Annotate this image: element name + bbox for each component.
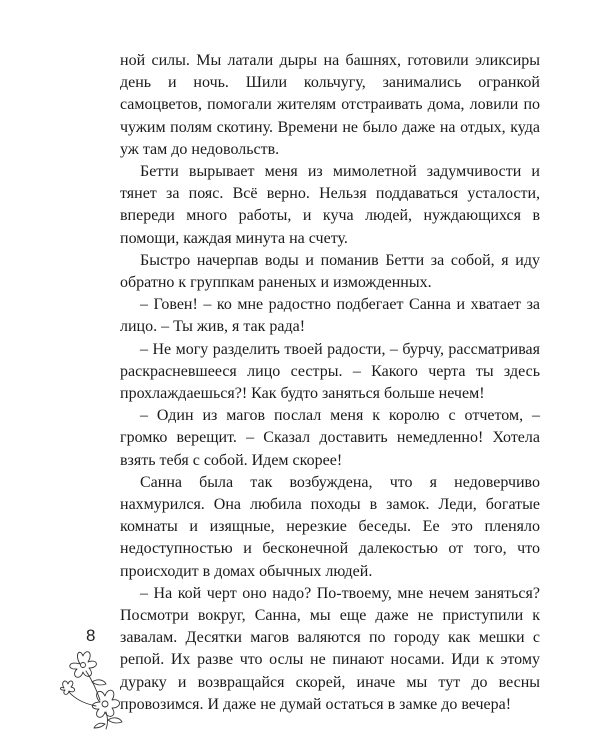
paragraph: – Не могу разделить твоей радости, – бурчу, рассматривая раскрасневшееся лицо сестры. – Какого черта ты здесь прохлаждаешься?! Как будто заняться больше нечем! [120,340,540,403]
paragraph: – Говен! – ко мне радостно подбегает Санна и хватает за лицо. – Ты жив, я так рада! [120,296,540,336]
page-number: 8 [86,626,96,645]
paragraph: – Один из магов послал меня к королю с отчетом, – громко верещит. – Сказал доставить немедленно! Хотела взять тебя с собой. Идем скорее! [120,407,540,469]
paragraph: Быстро начерпав воды и поманив Бетти за собой, я иду обратно к группкам раненых и изможденных. [120,251,540,292]
floral-ornament-icon [56,644,126,730]
paragraph: Бетти вырывает меня из мимолетной задумчивости и тянет за пояс. Всё верно. Нельзя поддаваться усталости, впереди много работы, и куча людей, нуждающихся в помощи, каждая минута на счету. [120,163,540,247]
paragraph: ной силы. Мы латали дыры на башнях, готовили эликсиры день и ночь. Шили кольчугу, занимались огранкой самоцветов, помогали жителям отстраивать дома, ловили по чужим полям скотину. Времени не было даже на отдых, куда уж там до недовольств. [120,52,540,158]
paragraph: Санна была так возбуждена, что я недоверчиво нахмурился. Она любила походы в замок. Леди, богатые комнаты и изящные, нерезкие беседы. Ее это пленяло недоступностью и бесконечной далекостью от того, что происходит в домах обычных людей. [120,473,540,580]
paragraph: – На кой черт оно надо? По-твоему, мне нечем заняться? Посмотри вокруг, Санна, мы еще даже не приступили к завалам. Десятки магов валяются по городу как мешки с репой. Их разве что ослы не пинают носами. Иди к этому дураку и возвращайся скорей, иначе мы тут до весны провозимся. И даже не думай остаться в замке до вечера! [120,584,540,713]
page-text [120,50,540,716]
